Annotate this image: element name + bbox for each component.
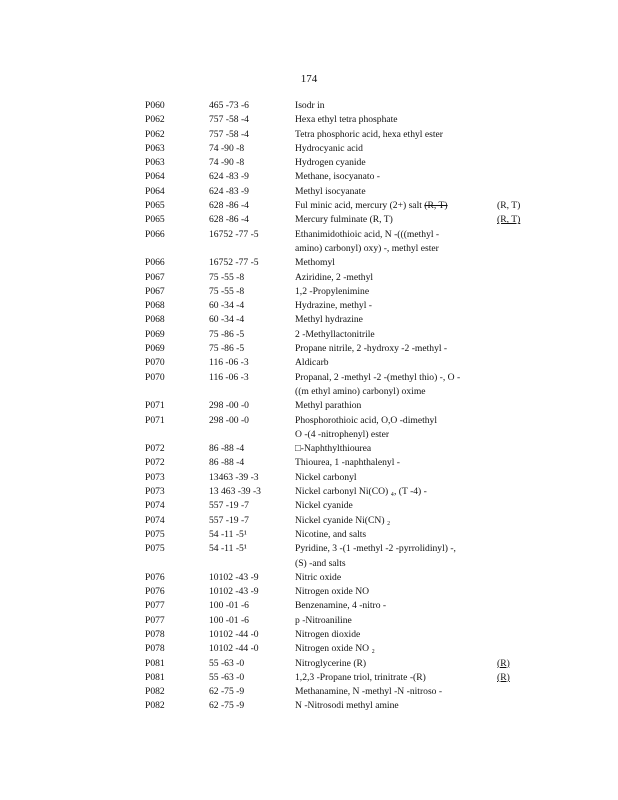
substance-name-line: Hexa ethyl tetra phosphate [295,114,398,126]
struck-text: (R, T) [424,200,448,212]
hazardous-waste-table [145,99,545,714]
waste-code: P075 [145,528,165,540]
waste-code: P067 [145,285,165,297]
waste-code: P066 [145,228,165,240]
table-row [145,614,545,628]
waste-code: P081 [145,657,165,669]
cas-number: 298 -00 -0 [209,400,249,412]
cas-number: 298 -00 -0 [209,414,249,426]
substance-name-line: (S) -and salts [295,557,346,569]
table-row [145,542,545,571]
cas-number: 86 -88 -4 [209,457,245,469]
substance-name [295,99,490,113]
substance-name-line: Ethanimidothioic acid, N -(((methyl - [295,228,440,240]
substance-name-line: Methyl hydrazine [295,314,363,326]
substance-name-line: Methyl parathion [295,400,362,412]
substance-name [295,228,490,257]
waste-code: P082 [145,700,165,712]
substance-name [295,356,490,370]
table-row [145,313,545,327]
waste-code: P069 [145,343,165,355]
substance-name [295,456,490,470]
table-row [145,471,545,485]
waste-code: P077 [145,614,165,626]
cas-number: 10102 -44 -0 [209,643,259,655]
table-row [145,399,545,413]
substance-name-line: Tetra phosphoric acid, hexa ethyl ester [295,128,443,140]
table-row [145,342,545,356]
substance-name-line: Propanal, 2 -methyl -2 -(methyl thio) -, O - [295,371,461,383]
cas-number: 13463 -39 -3 [209,471,259,483]
table-row [145,371,545,400]
cas-number: 62 -75 -9 [209,686,245,698]
cas-number: 557 -19 -7 [209,500,249,512]
cas-number: 13 463 -39 -3 [209,486,261,498]
table-row [145,128,545,142]
cas-number: 16752 -77 -5 [209,228,259,240]
substance-name-line: Nickel carbonyl Ni(CO) ₄, (T -4) - [295,486,427,498]
waste-code: P081 [145,671,165,683]
substance-name [295,256,490,270]
cas-number: 10102 -44 -0 [209,628,259,640]
cas-number: 10102 -43 -9 [209,571,259,583]
waste-code: P082 [145,686,165,698]
substance-name-line: Nitrogen oxide NO [295,586,370,598]
table-row [145,414,545,443]
waste-code: P071 [145,400,165,412]
waste-code: P072 [145,443,165,455]
cas-number: 74 -90 -8 [209,157,245,169]
substance-name [295,528,490,542]
cas-number: 75 -86 -5 [209,343,245,355]
table-row [145,485,545,499]
substance-name [295,628,490,642]
substance-name [295,285,490,299]
substance-name-line: Mercury fulminate (R, T) [295,214,393,226]
cas-number: 16752 -77 -5 [209,257,259,269]
cas-number: 74 -90 -8 [209,142,245,154]
cas-number: 757 -58 -4 [209,128,249,140]
table-row [145,499,545,513]
table-row [145,256,545,270]
substance-name [295,142,490,156]
table-row [145,585,545,599]
substance-name-line: Methane, isocyanato - [295,171,380,183]
table-row [145,99,545,113]
substance-name-line: Nitric oxide [295,571,342,583]
substance-name-line: ((m ethyl amino) carbonyl) oxime [295,385,426,397]
table-row [145,199,545,213]
waste-code: P078 [145,628,165,640]
waste-code: P075 [145,543,165,555]
cas-number: 10102 -43 -9 [209,586,259,598]
table-row [145,514,545,528]
cas-number: 100 -01 -6 [209,614,249,626]
substance-name-line: Nicotine, and salts [295,528,367,540]
table-row [145,628,545,642]
waste-code: P065 [145,214,165,226]
cas-number: 62 -75 -9 [209,700,245,712]
table-row [145,671,545,685]
table-row [145,156,545,170]
hazard-flag: (R, T) [497,214,521,226]
waste-code: P078 [145,643,165,655]
substance-name-line: Nitrogen dioxide [295,628,361,640]
substance-name [295,642,490,656]
waste-code: P068 [145,300,165,312]
substance-name-line: Pyridine, 3 -(1 -methyl -2 -pyrrolidinyl) -, [295,543,456,555]
substance-name-line: Nickel cyanide Ni(CN) ₂ [295,514,391,526]
cas-number: 100 -01 -6 [209,600,249,612]
substance-name [295,585,490,599]
table-row [145,657,545,671]
substance-name [295,571,490,585]
table-row [145,528,545,542]
substance-name [295,399,490,413]
cas-number: 557 -19 -7 [209,514,249,526]
substance-name [295,199,490,213]
substance-name-line: Methomyl [295,257,335,269]
substance-name-line: Hydrocyanic acid [295,142,363,154]
waste-code: P076 [145,571,165,583]
table-row [145,213,545,227]
hazard-flag: (R) [497,657,510,669]
table-row [145,185,545,199]
cas-number: 54 -11 -5¹ [209,528,247,540]
substance-name [295,342,490,356]
substance-name [295,442,490,456]
substance-name-line: 1,2,3 -Propane triol, trinitrate -(R) [295,671,426,683]
substance-name [295,471,490,485]
substance-name [295,213,490,227]
cas-number: 75 -55 -8 [209,285,245,297]
substance-name-line: Nickel cyanide [295,500,353,512]
table-row [145,142,545,156]
table-row [145,642,545,656]
substance-name-line: Ful minic acid, mercury (2+) salt (R, T) [295,200,448,212]
substance-name [295,657,490,671]
substance-name-line: Aldicarb [295,357,329,369]
table-row [145,442,545,456]
substance-name [295,514,490,528]
waste-code: P076 [145,586,165,598]
waste-code: P063 [145,157,165,169]
substance-name [295,599,490,613]
substance-name [295,499,490,513]
substance-name-line: Methanamine, N -methyl -N -nitroso - [295,686,443,698]
waste-code: P077 [145,600,165,612]
table-row [145,113,545,127]
table-row [145,571,545,585]
waste-code: P070 [145,357,165,369]
substance-name-line: N -Nitrosodi methyl amine [295,700,399,712]
table-row [145,228,545,257]
cas-number: 60 -34 -4 [209,314,245,326]
table-row [145,599,545,613]
substance-name [295,170,490,184]
cas-number: 624 -83 -9 [209,171,249,183]
substance-name-line: Aziridine, 2 -methyl [295,271,374,283]
table-row [145,356,545,370]
waste-code: P074 [145,500,165,512]
substance-name-line: Nitrogen oxide NO ₂ [295,643,375,655]
substance-name [295,128,490,142]
substance-name-line: Methyl isocyanate [295,185,366,197]
substance-name [295,685,490,699]
substance-name-line: p -Nitroaniline [295,614,352,626]
cas-number: 465 -73 -6 [209,100,249,111]
waste-code: P073 [145,486,165,498]
cas-number: 60 -34 -4 [209,300,245,312]
cas-number: 55 -63 -0 [209,657,245,669]
waste-code: P068 [145,314,165,326]
substance-name [295,313,490,327]
waste-code: P073 [145,471,165,483]
substance-name [295,699,490,713]
table-row [145,685,545,699]
substance-name-line: amino) carbonyl) oxy) -, methyl ester [295,242,439,254]
table-row [145,456,545,470]
hazard-flag: (R) [497,671,510,683]
cas-number: 54 -11 -5¹ [209,543,247,555]
cas-number: 624 -83 -9 [209,185,249,197]
substance-name-line: O -(4 -nitrophenyl) ester [295,428,390,440]
waste-code: P074 [145,514,165,526]
hazard-flag: (R, T) [497,200,521,212]
cas-number: 757 -58 -4 [209,114,249,126]
waste-code: P064 [145,171,165,183]
cas-number: 628 -86 -4 [209,200,249,212]
waste-code: P062 [145,114,165,126]
substance-name-line: Propane nitrile, 2 -hydroxy -2 -methyl - [295,343,448,355]
substance-name-line: Benzenamine, 4 -nitro - [295,600,387,612]
table-row [145,170,545,184]
substance-name-line: Hydrogen cyanide [295,157,366,169]
substance-name [295,671,490,685]
waste-code: P067 [145,271,165,283]
waste-code: P062 [145,128,165,140]
substance-name [295,371,490,400]
cas-number: 628 -86 -4 [209,214,249,226]
substance-name-line: Nickel carbonyl [295,471,357,483]
table-row [145,328,545,342]
substance-name-line: Nitroglycerine (R) [295,657,367,669]
cas-number: 75 -55 -8 [209,271,245,283]
substance-name [295,542,490,571]
substance-name-line: □-Naphthylthiourea [295,443,372,455]
substance-name [295,113,490,127]
cas-number: 116 -06 -3 [209,357,249,369]
table-row [145,699,545,713]
substance-name-line: Thiourea, 1 -naphthalenyl - [295,457,400,469]
substance-name-line: Hydrazine, methyl - [295,300,372,312]
table-row [145,299,545,313]
waste-code: P070 [145,371,165,383]
substance-name [295,271,490,285]
substance-name-line: Phosphorothioic acid, O,O -dimethyl [295,414,438,426]
waste-code: P066 [145,257,165,269]
page-number: 174 [300,73,318,85]
cas-number: 75 -86 -5 [209,328,245,340]
substance-name [295,328,490,342]
substance-name [295,614,490,628]
cas-number: 86 -88 -4 [209,443,245,455]
waste-code: P060 [145,100,165,111]
substance-name [295,185,490,199]
waste-code: P063 [145,142,165,154]
waste-code: P064 [145,185,165,197]
table-row [145,285,545,299]
substance-name [295,156,490,170]
waste-code: P071 [145,414,165,426]
cas-number: 55 -63 -0 [209,671,245,683]
waste-code: P072 [145,457,165,469]
substance-name [295,299,490,313]
cas-number: 116 -06 -3 [209,371,249,383]
substance-name-line: 1,2 -Propylenimine [295,285,370,297]
substance-name-line: Isodr in [295,100,325,111]
table-row [145,271,545,285]
substance-name [295,414,490,443]
waste-code: P065 [145,200,165,212]
substance-name [295,485,490,499]
substance-name-line: 2 -Methyllactonitrile [295,328,375,340]
waste-code: P069 [145,328,165,340]
